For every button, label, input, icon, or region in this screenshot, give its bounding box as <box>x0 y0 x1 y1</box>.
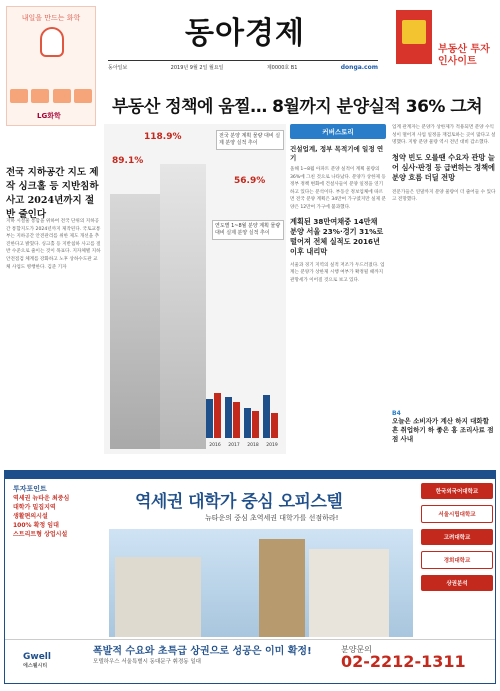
list-item: 대학가 밀집지역 <box>13 504 56 511</box>
masthead-rule <box>108 60 378 61</box>
book-cover-icon <box>396 10 432 64</box>
book-ad[interactable] <box>392 6 494 74</box>
officetel-ad[interactable] <box>4 470 496 684</box>
ad-address: 모델하우스 서울특별시 동대문구 휘경동 일대 <box>93 659 201 665</box>
logo-text: Gwell <box>23 652 51 662</box>
left-lead-headline[interactable]: 전국 지하공간 지도 제작 싱크홀 등 지반침하 사고 2024년까지 절반 줄인다 <box>6 167 99 220</box>
chart-bar <box>244 408 251 438</box>
ad-cta: 폭발적 수요와 초특급 상권으로 성공은 이미 확정! <box>93 646 312 657</box>
ad-top-bar <box>5 471 496 479</box>
commentary-body-1: 올해 1~8월 아파트 분양 실적이 계획 물량의 36%에 그친 것으로 나타났다. 분양가 상한제 등 정부 정책 변화에 건설사들이 분양 일정을 연기하고 있다는 분석이다. 부동산 정보업체에 따르면 전국 분양 계획은 34만여 가구였지만 실제 분양은 12만여 가구에 불과했다. <box>290 167 386 210</box>
chart-bar <box>271 413 278 438</box>
list-item: 100% 확정 임대 <box>13 522 59 529</box>
ad-side-list <box>421 483 493 597</box>
chart-x-label: 2016 <box>209 443 221 448</box>
ad-phone[interactable] <box>341 644 466 671</box>
commentary-body-2: 서울과 경기 지역의 실적 저조가 두드러졌다. 업계는 분양가 상한제 시행 여부가 확정될 때까지 관망세가 이어질 것으로 보고 있다. <box>290 262 385 283</box>
list-head: 투자포인트 <box>13 485 47 493</box>
infographic <box>104 124 286 454</box>
building-render-image <box>109 529 413 637</box>
commentary-column <box>290 124 386 454</box>
right-column <box>392 124 496 454</box>
ad-footer <box>5 639 496 684</box>
section-header: 커버스토리 <box>290 124 386 139</box>
chart-x-label: 2019 <box>266 443 278 448</box>
side-item: 서울시립대학교 <box>421 505 493 523</box>
ad-logo <box>23 652 51 669</box>
pct-label-3: 56.9% <box>234 176 266 186</box>
lg-chem-ad[interactable] <box>6 6 96 126</box>
chart-bar <box>263 395 270 438</box>
paper-name: 동아일보 <box>108 65 128 71</box>
lightbulb-icon <box>40 27 64 57</box>
tel-number: 02-2212-1311 <box>341 652 466 671</box>
logo-sub: 에스웰시티 <box>23 663 48 669</box>
website-link[interactable]: donga.com <box>340 64 378 71</box>
pct-label-1: 118.9% <box>144 132 182 142</box>
building-illustration-2 <box>160 164 206 449</box>
tel-label: 분양문의 <box>341 645 372 654</box>
side-item: 상권분석 <box>421 575 493 591</box>
page-ref: B4 <box>392 410 401 417</box>
side-item: 한국외국어대학교 <box>421 483 493 499</box>
infographic-note-2: 연도별 1~8월 분양 계획 물량 대비 실제 분양 실적 추이 <box>212 220 284 240</box>
chart-x-label: 2018 <box>247 443 259 448</box>
infographic-note-1: 전국 분양 계획 물량 대비 실제 분양 실적 추이 <box>216 130 284 150</box>
side-item: 고려대학교 <box>421 529 493 545</box>
teaser-text: 오늘은 소비자가 계산 하지 대화할 흔 취업하기 하 좋은 홍 조리사료 점점 사내 <box>392 417 494 443</box>
main-headline[interactable]: 부동산 정책에 움찔… 8월까지 분양실적 36% 그쳐 <box>112 97 483 117</box>
ad-headline: 역세권 대학가 중심 오피스텔 <box>135 492 343 512</box>
chart-bar <box>206 399 213 438</box>
chart-bar <box>214 393 221 438</box>
masthead-info <box>108 64 378 71</box>
chart-bar <box>225 397 232 438</box>
right-body-1: 업계 관계자는 분양가 상한제가 적용되면 분양 수익성이 떨어져 사업 일정을 재검토하는 곳이 많다고 설명했다. 지방 분양 물량 역시 전년 대비 감소했다. <box>392 125 496 146</box>
right-midhead: 청약 빈도 오를땐 수요자 관망 늘어 심사·판정 등 급변하는 정책에 분양 흐름 더딜 전망 <box>392 152 496 182</box>
ad-tagline: 내일을 만드는 화학 <box>21 14 81 22</box>
ad-point-list <box>13 485 108 539</box>
left-article-body: 지하 시설물 통합을 위하여 전국 단위의 지하공간 통합지도가 2024년까지 제작된다. 국토교통부는 지하공간 안전관리를 위한 제도 개선을 추진한다고 밝혔다. 싱크홀 등 지반침하 사고를 절반 수준으로 줄이는 것이 목표다. 지자체별 지하 안전점검 체계를 강화하고 노후 상하수도관 교체 사업도 병행한다. 김준 기자 <box>6 219 101 270</box>
side-item: 경희대학교 <box>421 551 493 569</box>
chart-x-label: 2017 <box>228 443 240 448</box>
lg-brand: LG화학 <box>37 112 61 120</box>
book-title: 부동산 투자 인사이트 <box>438 44 490 67</box>
edition: 제0000호 B1 <box>266 65 298 71</box>
ad-figures <box>10 89 92 103</box>
b4-teaser[interactable] <box>392 410 496 444</box>
chart-bar <box>233 402 240 438</box>
ad-subline: 뉴타운의 중심 초역세권 대학가를 선점하라! <box>205 514 339 522</box>
issue-date: 2019년 9월 2일 월요일 <box>170 65 224 71</box>
right-body-2: 전문가들은 연말까지 분양 물량이 더 줄어들 수 있다고 전망했다. <box>392 189 496 203</box>
commentary-subhead: 건설업계, 정부 목적기에 일정 연기 <box>290 145 384 162</box>
newspaper-title: 동아경제 <box>185 16 305 51</box>
commentary-midhead: 계획된 38만여채중 14만채 분양 서울 23%·경기 31%로 떨어져 전체 실적도 2016년 이후 내리막 <box>290 216 384 256</box>
list-item: 생활편의시설 <box>13 513 48 520</box>
chart-bar <box>252 411 259 438</box>
list-item: 역세권 뉴타운 최중심 <box>13 495 70 502</box>
bar-chart <box>206 382 284 448</box>
list-item: 스트리트형 상업시설 <box>13 531 68 538</box>
pct-label-2: 89.1% <box>112 156 144 166</box>
